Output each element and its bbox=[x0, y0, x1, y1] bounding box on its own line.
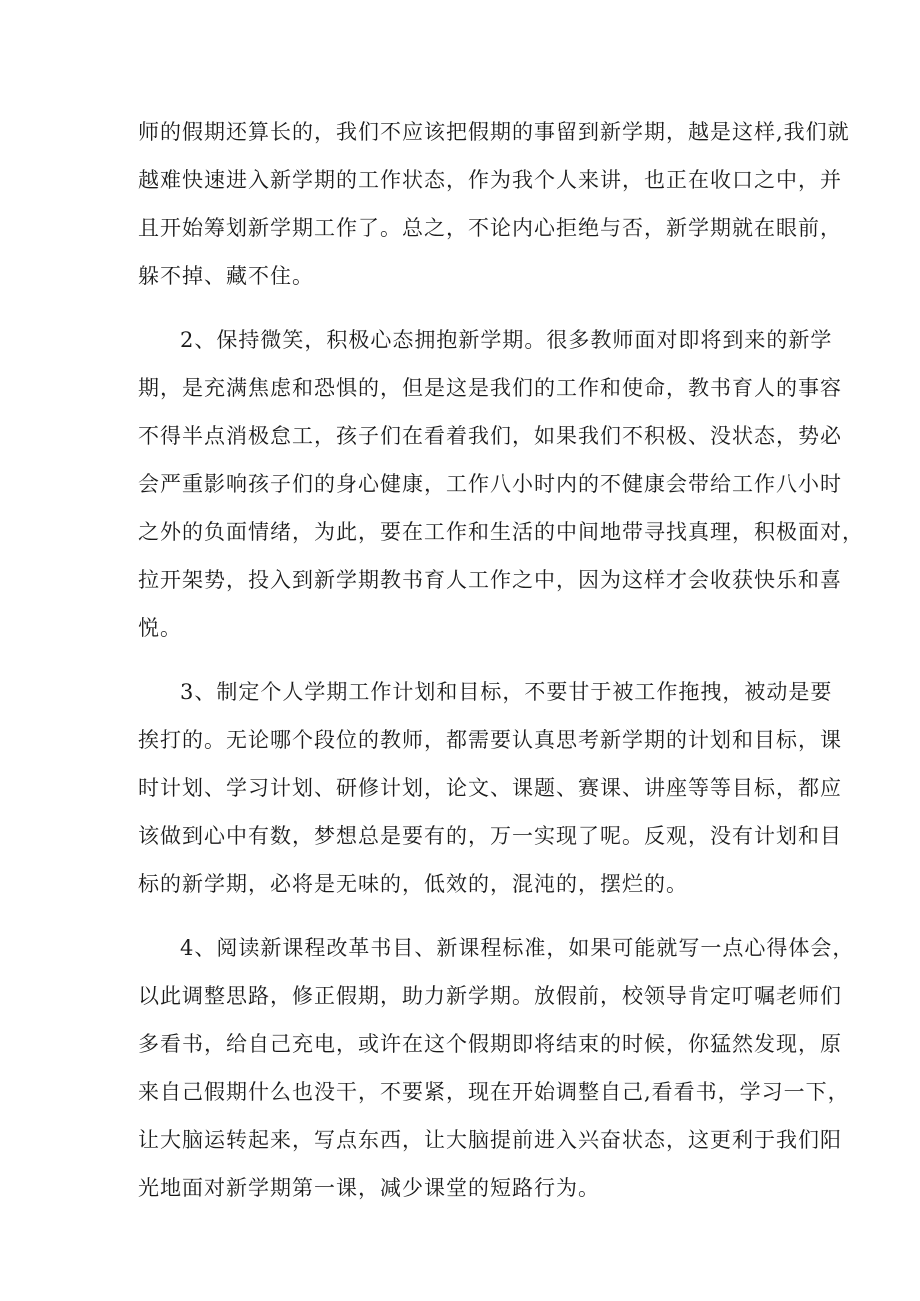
text-line: 来自己假期什么也没干，不要紧，现在开始调整自己,看看书，学习一下， bbox=[138, 1080, 850, 1104]
text-line: 躲不掉、藏不住。 bbox=[138, 264, 314, 288]
text-line: 悦。 bbox=[138, 616, 182, 640]
paragraph-point-4 bbox=[138, 924, 855, 1212]
text-line: 光地面对新学期第一课，减少课堂的短路行为。 bbox=[138, 1176, 600, 1200]
text-line: 之外的负面情绪，为此，要在工作和生活的中间地带寻找真理，积极面对， bbox=[138, 520, 864, 544]
text-line: 越难快速进入新学期的工作状态，作为我个人来讲，也正在收口之中，并 bbox=[138, 168, 842, 192]
paragraph-point-3 bbox=[138, 668, 842, 908]
text-line: 该做到心中有数，梦想总是要有的，万一实现了呢。反观，没有计划和目 bbox=[138, 824, 842, 848]
text-line: 多看书，给自己充电，或许在这个假期即将结束的时候，你猛然发现，原 bbox=[138, 1032, 842, 1056]
text-line: 且开始筹划新学期工作了。总之，不论内心拒绝与否，新学期就在眼前， bbox=[138, 216, 842, 240]
text-line: 2、保持微笑，积极心态拥抱新学期。很多教师面对即将到来的新学 bbox=[180, 328, 833, 352]
text-line: 会严重影响孩子们的身心健康，工作八小时内的不健康会带给工作八小时 bbox=[138, 472, 842, 496]
text-line: 期，是充满焦虑和恐惧的，但是这是我们的工作和使命，教书育人的事容 bbox=[138, 376, 842, 400]
text-line: 4、阅读新课程改革书目、新课程标准，如果可能就写一点心得体会， bbox=[180, 936, 855, 960]
text-line: 标的新学期，必将是无味的，低效的，混沌的，摆烂的。 bbox=[138, 872, 688, 896]
text-line: 不得半点消极怠工，孩子们在看着我们，如果我们不积极、没状态，势必 bbox=[138, 424, 842, 448]
text-line: 师的假期还算长的，我们不应该把假期的事留到新学期，越是这样,我们就 bbox=[138, 120, 850, 144]
paragraph-continuation bbox=[138, 108, 850, 300]
text-line: 时计划、学习计划、研修计划，论文、课题、赛课、讲座等等目标，都应 bbox=[138, 776, 842, 800]
paragraph-point-2 bbox=[138, 316, 864, 652]
text-line: 挨打的。无论哪个段位的教师，都需要认真思考新学期的计划和目标，课 bbox=[138, 728, 842, 752]
body-text bbox=[138, 108, 864, 1228]
text-line: 3、制定个人学期工作计划和目标，不要甘于被工作拖拽，被动是要 bbox=[180, 680, 833, 704]
text-line: 拉开架势，投入到新学期教书育人工作之中，因为这样才会收获快乐和喜 bbox=[138, 568, 842, 592]
text-line: 以此调整思路，修正假期，助力新学期。放假前，校领导肯定叮嘱老师们 bbox=[138, 984, 842, 1008]
text-line: 让大脑运转起来，写点东西，让大脑提前进入兴奋状态，这更利于我们阳 bbox=[138, 1128, 842, 1152]
